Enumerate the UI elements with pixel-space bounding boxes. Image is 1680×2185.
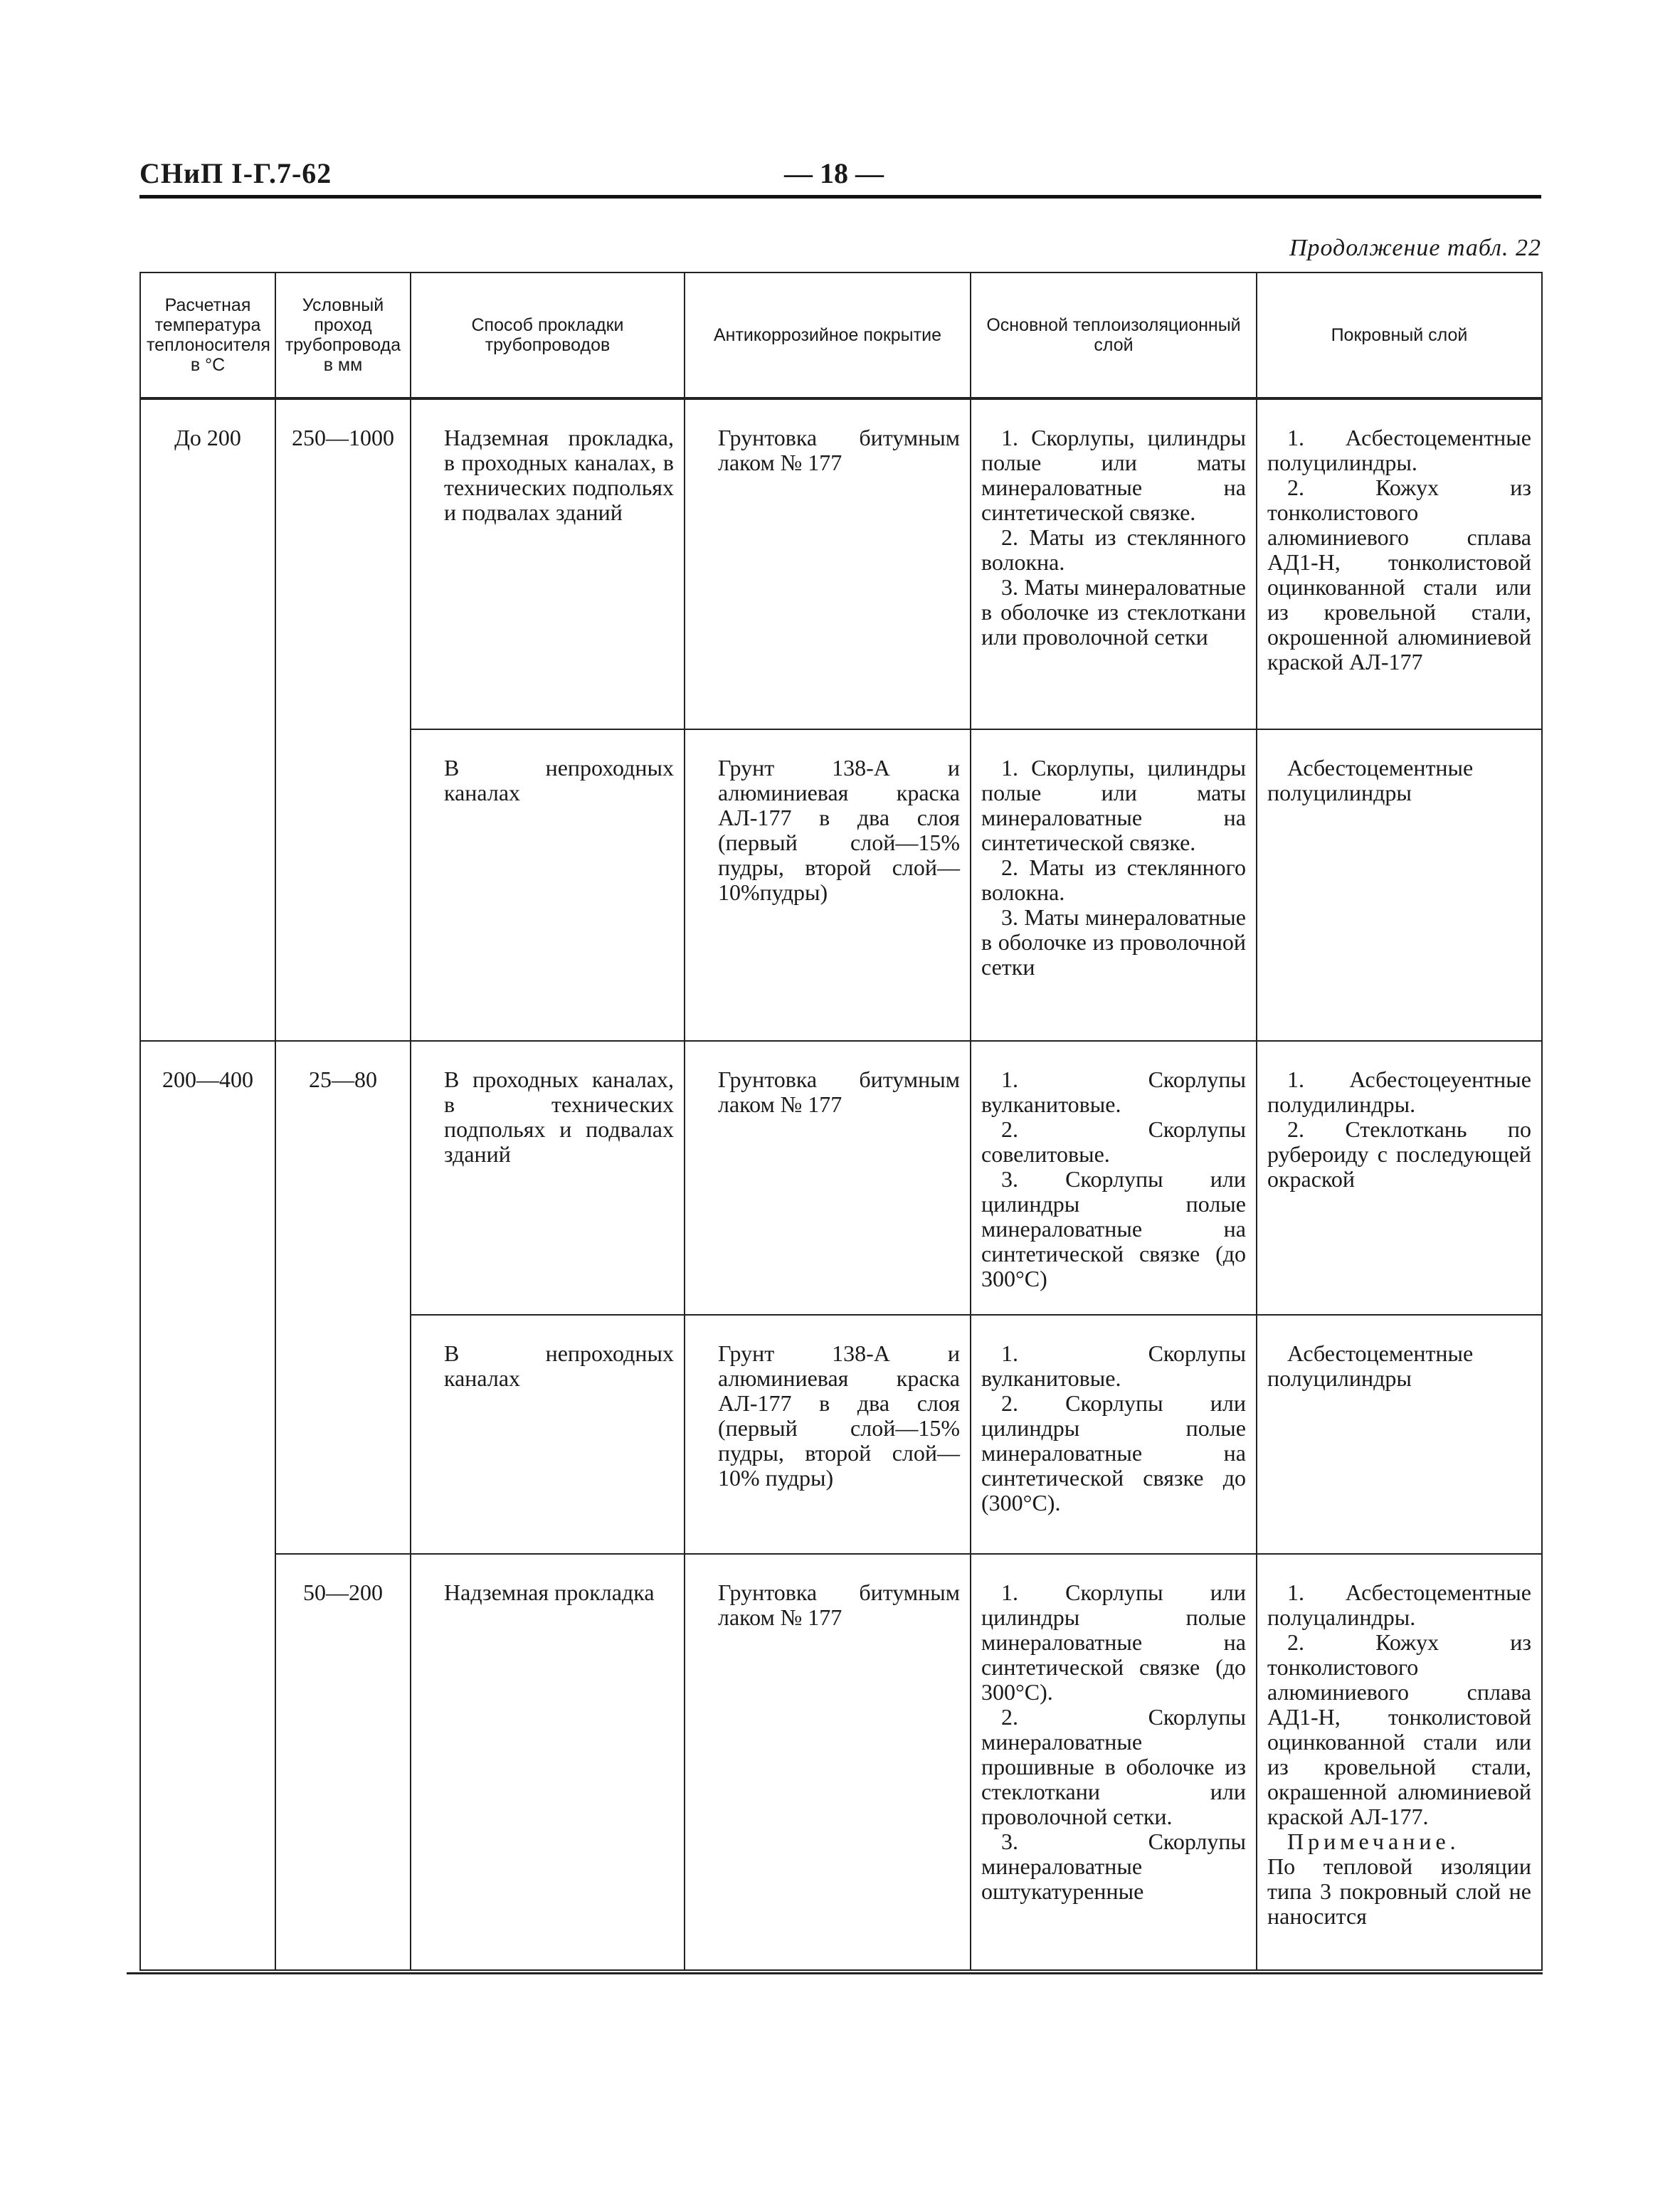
insulation-item: 2. Скорлупы или цилиндры полые минераловатные на синтетической связке до (300°С). — [981, 1390, 1246, 1515]
column-header-method: Способ прокладки трубопроводов — [411, 273, 685, 398]
cell-insulation — [971, 729, 1257, 1041]
insulation-item: 3. Маты минераловатные в оболочке из стеклоткани или проволочной сетки — [981, 574, 1246, 650]
cell-method: Надземная прокладка, в проходных каналах, в технических подпольях и подвалах зданий — [411, 398, 685, 729]
table-continuation-label: Продолжение табл. 22 — [1289, 235, 1541, 261]
cover-item: 2. Стеклоткань по рубероиду с последующей окраской — [1267, 1116, 1531, 1192]
cell-method: В непроходных каналах — [411, 1315, 685, 1554]
cell-temperature: До 200 — [140, 398, 275, 1041]
cell-insulation — [971, 1554, 1257, 1970]
note — [1267, 1829, 1531, 1854]
table-row — [140, 1554, 1542, 1970]
insulation-table — [139, 272, 1543, 1971]
column-header-cover: Покровный слой — [1257, 273, 1542, 398]
cell-diameter: 25—80 — [275, 1041, 411, 1554]
cover-item: 1. Асбестоцеуентные полудилиндры. — [1267, 1067, 1531, 1117]
cell-anticorrosion: Грунтовка битумным лаком № 177 — [685, 1041, 971, 1315]
cell-cover — [1257, 398, 1542, 729]
cell-anticorrosion: Грунт 138-А и алюминиевая краска АЛ-177 в два слоя (первый слой—15% пудры, второй слой—10% пудры) — [685, 1315, 971, 1554]
cell-insulation — [971, 1315, 1257, 1554]
table-bottom-rule — [127, 1972, 1543, 1974]
cell-diameter: 250—1000 — [275, 398, 411, 1041]
insulation-item: 2. Скорлупы совелитовые. — [981, 1116, 1246, 1167]
insulation-item: 3. Скорлупы минераловатные оштукатуренные — [981, 1829, 1246, 1904]
table-header-row — [140, 273, 1542, 398]
insulation-item: 3. Скорлупы или цилиндры полые минераловатные на синтетической связке (до 300°С) — [981, 1166, 1246, 1291]
column-header-temperature: Расчетная температура теплоносителя в °С — [140, 273, 275, 398]
table-row — [140, 1041, 1542, 1315]
insulation-item: 2. Маты из стеклянного волокна. — [981, 855, 1246, 905]
cell-method: Надземная прокладка — [411, 1554, 685, 1970]
cell-method: В проходных каналах, в технических подпольях и подвалах зданий — [411, 1041, 685, 1315]
column-header-insulation: Основной теплоизоляционный слой — [971, 273, 1257, 398]
insulation-item: 1. Скорлупы, цилиндры полые или маты минераловатные на синтетической связке. — [981, 755, 1246, 855]
cell-anticorrosion: Грунтовка битумным лаком № 177 — [685, 398, 971, 729]
column-header-anticorrosion: Антикоррозийное покрытие — [685, 273, 971, 398]
cover-item: 1. Асбестоцементные полуцилиндры. — [1267, 425, 1531, 475]
note-label: Примечание. — [1287, 1829, 1460, 1854]
cell-method: В непроходных каналах — [411, 729, 685, 1041]
page-number: — 18 — — [784, 157, 884, 189]
cell-cover — [1257, 1554, 1542, 1970]
cover-item: 2. Кожух из тонколистового алюминиевого сплава АД1-Н, тонколистовой оцинкованной стали или из кровельной стали, окрашенной алюминиевой краской АЛ-177. — [1267, 1629, 1531, 1829]
cell-anticorrosion: Грунт 138-А и алюминиевая краска АЛ-177 в два слоя (первый слой—15% пудры, второй слой—10%пудры) — [685, 729, 971, 1041]
cover-item: 2. Кожух из тонколистового алюминиевого сплава АД1-Н, тонколистовой оцинкованной стали или из кровельной стали, окрошенной алюминиевой краской АЛ-177 — [1267, 475, 1531, 674]
cell-temperature: 200—400 — [140, 1041, 275, 1970]
insulation-item: 1. Скорлупы или цилиндры полые минераловатные на синтетической связке (до 300°С). — [981, 1580, 1246, 1705]
header-rule — [139, 195, 1541, 199]
document-code: СНиП I-Г.7-62 — [139, 157, 332, 189]
note-text: По тепловой изоляции типа 3 покровный слой не наносится — [1267, 1853, 1531, 1929]
insulation-item: 3. Маты минераловатные в оболочке из проволочной сетки — [981, 904, 1246, 980]
column-header-diameter: Условный проход трубопровода в мм — [275, 273, 411, 398]
cell-cover — [1257, 729, 1542, 1041]
insulation-item: 1. Скорлупы, цилиндры полые или маты минераловатные на синтетической связке. — [981, 425, 1246, 525]
table-row — [140, 398, 1542, 729]
cell-cover — [1257, 1041, 1542, 1315]
cell-insulation — [971, 1041, 1257, 1315]
insulation-item: 1. Скорлупы вулканитовые. — [981, 1067, 1246, 1117]
insulation-item: 2. Маты из стеклянного волокна. — [981, 524, 1246, 575]
cell-anticorrosion: Грунтовка битумным лаком № 177 — [685, 1554, 971, 1970]
cover-item: 1. Асбестоцементные полуцалиндры. — [1267, 1580, 1531, 1630]
insulation-item: 2. Скорлупы минераловатные прошивные в оболочке из стеклоткани или проволочной сетки. — [981, 1704, 1246, 1829]
cell-insulation — [971, 398, 1257, 729]
page-header — [139, 151, 1541, 194]
cell-cover — [1257, 1315, 1542, 1554]
insulation-item: 1. Скорлупы вулканитовые. — [981, 1340, 1246, 1391]
cover-item: Асбестоцементные полуцилиндры — [1267, 755, 1474, 805]
cover-item: Асбестоцементные полуцилиндры — [1267, 1340, 1474, 1391]
cell-diameter: 50—200 — [275, 1554, 411, 1970]
